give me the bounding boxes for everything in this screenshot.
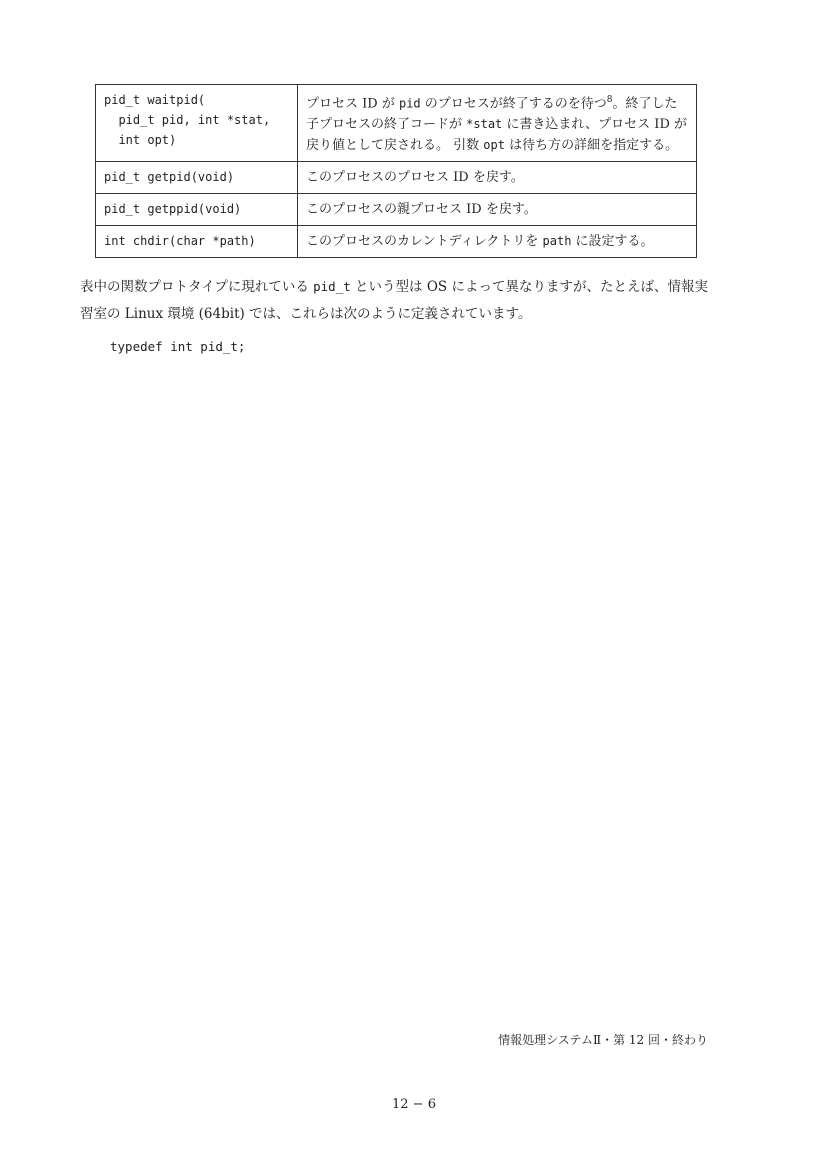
- footer-text: 情報処理システムⅡ・第 12 回・終わり: [498, 1033, 708, 1047]
- signature-getpid: pid_t getpid(void): [96, 162, 298, 194]
- table-row: [96, 162, 697, 194]
- code-block: typedef int pid_t;: [110, 339, 246, 354]
- table-row: [96, 194, 697, 226]
- function-table: [95, 84, 697, 258]
- description-waitpid: プロセス ID が pid のプロセスが終了するのを待つ$^8$。終了した子プロセスの終了コードが *stat に書き込まれ、プロセス ID が戻り値として戻される。 引数 opt は待ち方の詳細を指定する。: [298, 85, 697, 162]
- signature-getppid: pid_t getppid(void): [96, 194, 298, 226]
- table-row: [96, 85, 697, 162]
- page-number: 12 − 6: [392, 1097, 436, 1112]
- footnote-marker: 8: [606, 95, 613, 105]
- description-chdir: このプロセスのカレントディレクトリを path に設定する。: [298, 226, 697, 258]
- signature-waitpid: pid_t waitpid( pid_t pid, int *stat, int opt): [96, 85, 298, 162]
- description-getppid: このプロセスの親プロセス ID を戻す。: [298, 194, 697, 226]
- body-paragraph: 表中の関数プロトタイプに現れている pid_t という型は OS によって異なりますが、たとえば、情報実習室の Linux 環境 (64bit) では、これらは次のように定義されています。: [80, 279, 708, 322]
- signature-chdir: int chdir(char *path): [96, 226, 298, 258]
- description-getpid: このプロセスのプロセス ID を戻す。: [298, 162, 697, 194]
- table-row: [96, 226, 697, 258]
